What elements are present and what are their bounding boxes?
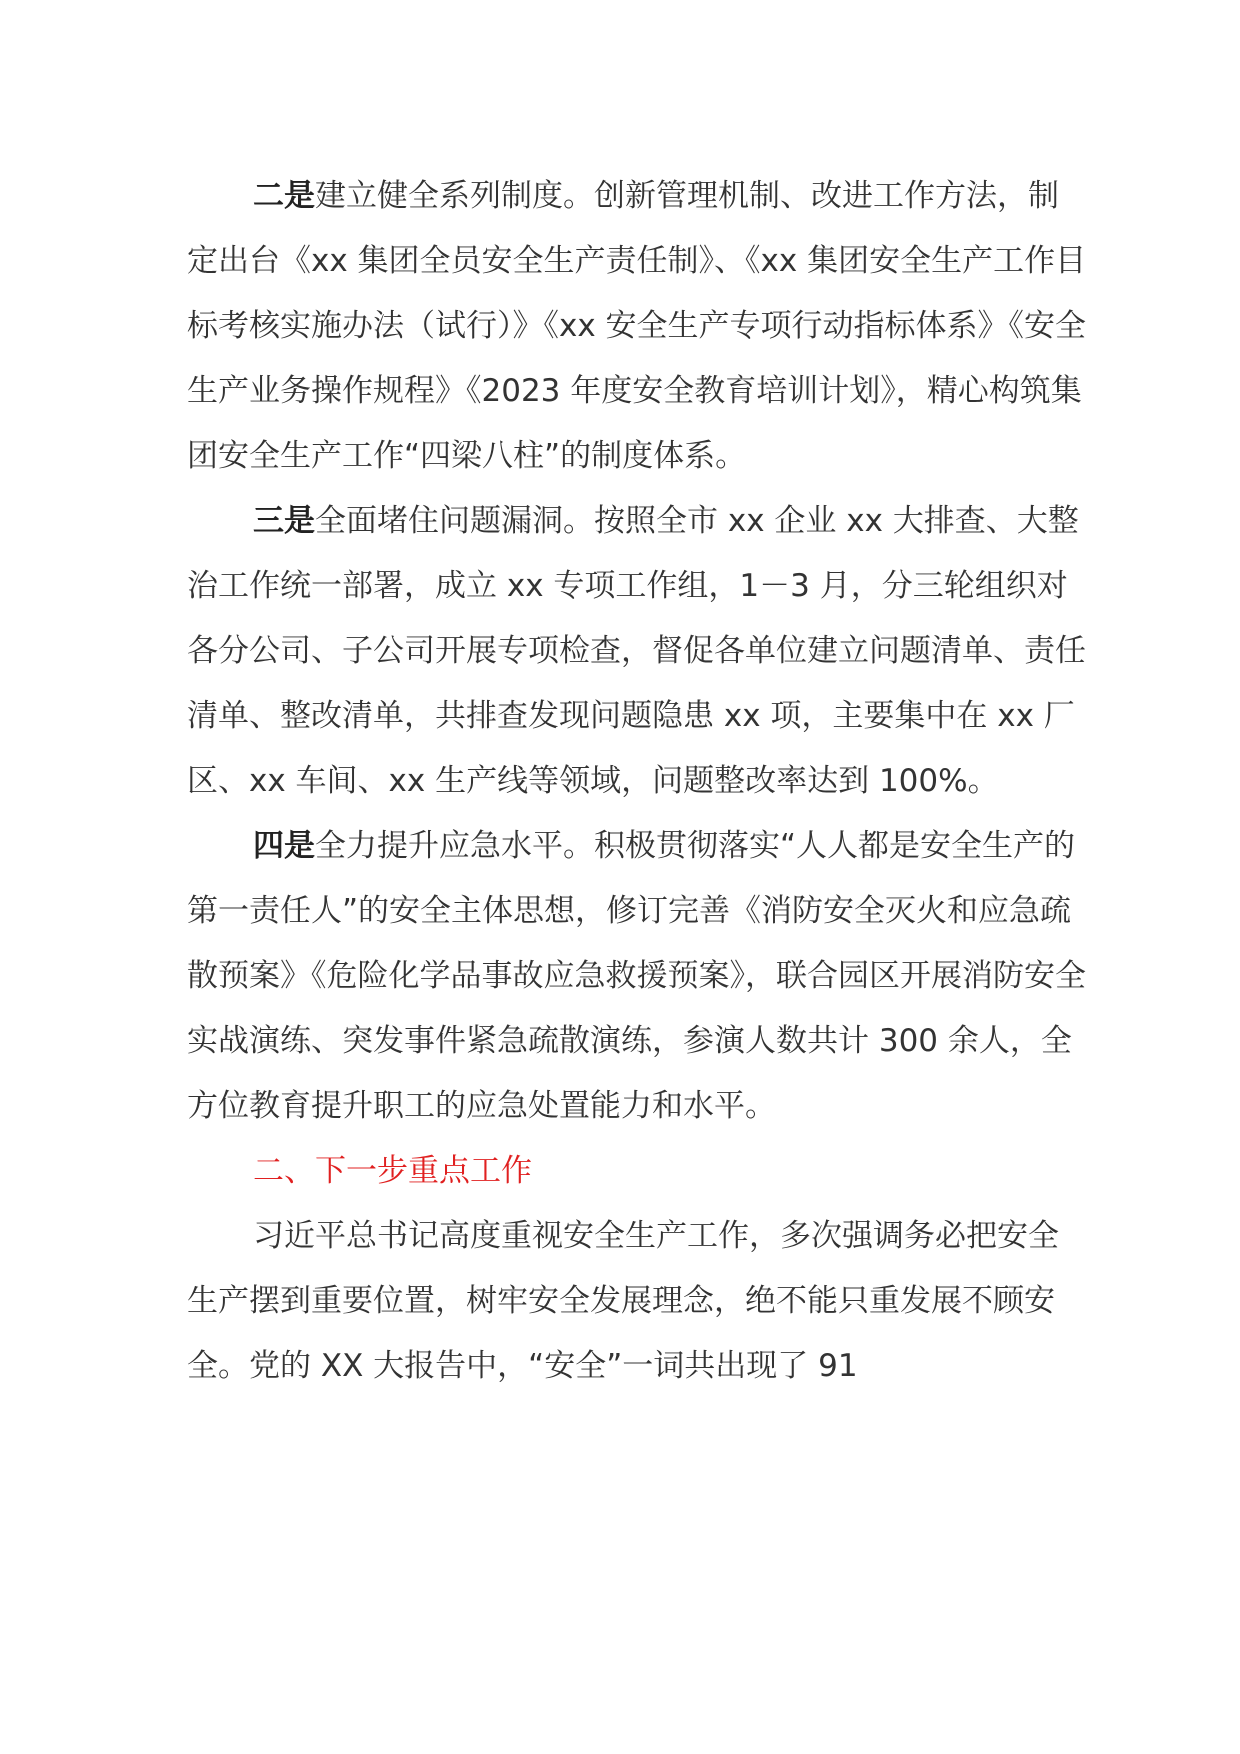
paragraph-problem-fixing [187, 489, 1087, 814]
document-body [187, 164, 1087, 1399]
paragraph-lead: 四是 [253, 828, 315, 864]
paragraph-lead: 二是 [253, 178, 315, 214]
paragraph-text: 全面堵住问题漏洞。按照全市 xx 企业 xx 大排查、大整治工作统一部署，成立 xx 专项工作组，1－3 月，分三轮组织对各分公司、子公司开展专项检查，督促各单位建立问题清单、责任清单、整改清单，共排查发现问题隐患 xx 项，主要集中在 xx 厂区、xx 车间、xx 生产线等领域，问题整改率达到 100%。 [187, 503, 1086, 799]
section-heading: 二、下一步重点工作 [253, 1153, 532, 1189]
paragraph-text: 建立健全系列制度。创新管理机制、改进工作方法，制定出台《xx 集团全员安全生产责任制》、《xx 集团安全生产工作目标考核实施办法（试行）》《xx 安全生产专项行动指标体系》《安全生产业务操作规程》《2023 年度安全教育培训计划》，精心构筑集团安全生产工作“四梁八柱”的制度体系。 [187, 178, 1087, 474]
paragraph-emergency-response [187, 814, 1087, 1139]
paragraph-system-building [187, 164, 1087, 489]
paragraph-lead: 三是 [253, 503, 315, 539]
paragraph-text: 全力提升应急水平。积极贯彻落实“人人都是安全生产的第一责任人”的安全主体思想，修订完善《消防安全灭火和应急疏散预案》《危险化学品事故应急救援预案》，联合园区开展消防安全实战演练、突发事件紧急疏散演练，参演人数共计 300 余人，全方位教育提升职工的应急处置能力和水平。 [187, 828, 1086, 1124]
paragraph-closing: 习近平总书记高度重视安全生产工作，多次强调务必把安全生产摆到重要位置，树牢安全发展理念，绝不能只重发展不顾安全。党的 XX 大报告中，“安全”一词共出现了 91 [187, 1218, 1059, 1384]
